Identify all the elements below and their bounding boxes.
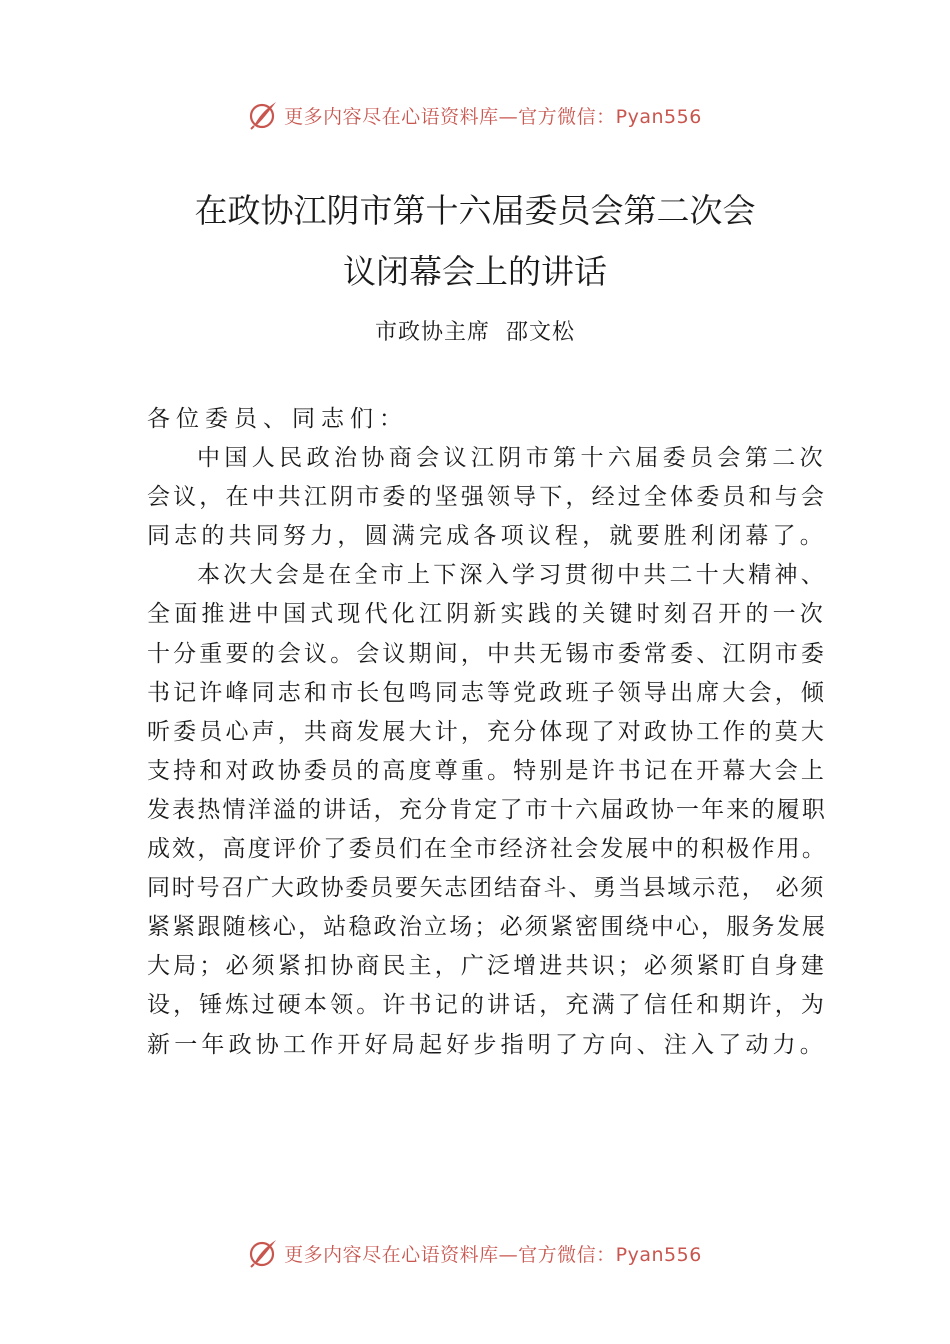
footer-banner — [0, 1233, 950, 1273]
header-banner — [0, 95, 950, 135]
text-line: 本次大会是在全市上下深入学习贯彻中共二十大精神、 — [197, 562, 827, 589]
text-line: 听委员心声，共商发展大计，充分体现了对政协工作的莫大 — [147, 718, 827, 745]
text-line: 设，锤炼过硬本领。许书记的讲话，充满了信任和期许，为 — [147, 992, 827, 1019]
salutation: 各位委员、同志们： — [147, 406, 408, 432]
banner-text: 更多内容尽在心语资料库—官方微信：Pyan556 — [284, 1243, 702, 1266]
text-line: 发表热情洋溢的讲话，充分肯定了市十六届政协一年来的履职 — [147, 796, 827, 823]
text-line: 成效，高度评价了委员们在全市经济社会发展中的积极作用。 — [147, 836, 827, 863]
speaker-byline: 市政协主席 邵文松 — [375, 320, 575, 345]
text-line: 同时号召广大政协委员要矢志团结奋斗、勇当县域示范， 必须 — [147, 875, 826, 902]
text-line: 支持和对政协委员的高度尊重。特别是许书记在开幕大会上 — [147, 757, 827, 784]
quill-pen-icon — [248, 1238, 278, 1268]
text-line: 同志的共同努力，圆满完成各项议程，就要胜利闭幕了。 — [147, 523, 827, 550]
quill-pen-icon — [248, 100, 278, 130]
text-line: 新一年政协工作开好局起好步指明了方向、注入了动力。 — [147, 1031, 827, 1058]
text-line: 会议，在中共江阴市委的坚强领导下，经过全体委员和与会 — [147, 484, 827, 511]
wechat-id: Pyan556 — [615, 1243, 702, 1266]
text-line: 中国人民政治协商会议江阴市第十六届委员会第二次 — [197, 445, 827, 472]
wechat-id: Pyan556 — [615, 105, 702, 128]
speech-body — [147, 400, 827, 1065]
text-line: 紧紧跟随核心，站稳政治立场；必须紧密围绕中心，服务发展 — [147, 914, 827, 941]
document-title-line-1: 在政协江阴市第十六届委员会第二次会 — [194, 191, 756, 230]
banner-text: 更多内容尽在心语资料库—官方微信：Pyan556 — [284, 105, 702, 128]
text-line: 全面推进中国式现代化江阴新实践的关键时刻召开的一次 — [147, 601, 827, 628]
document-title-line-2: 议闭幕会上的讲话 — [343, 252, 607, 291]
text-line: 大局；必须紧扣协商民主，广泛增进共识；必须紧盯自身建 — [147, 953, 827, 980]
text-line: 书记许峰同志和市长包鸣同志等党政班子领导出席大会，倾 — [147, 679, 827, 706]
text-line: 十分重要的会议。会议期间，中共无锡市委常委、江阴市委 — [147, 640, 827, 667]
